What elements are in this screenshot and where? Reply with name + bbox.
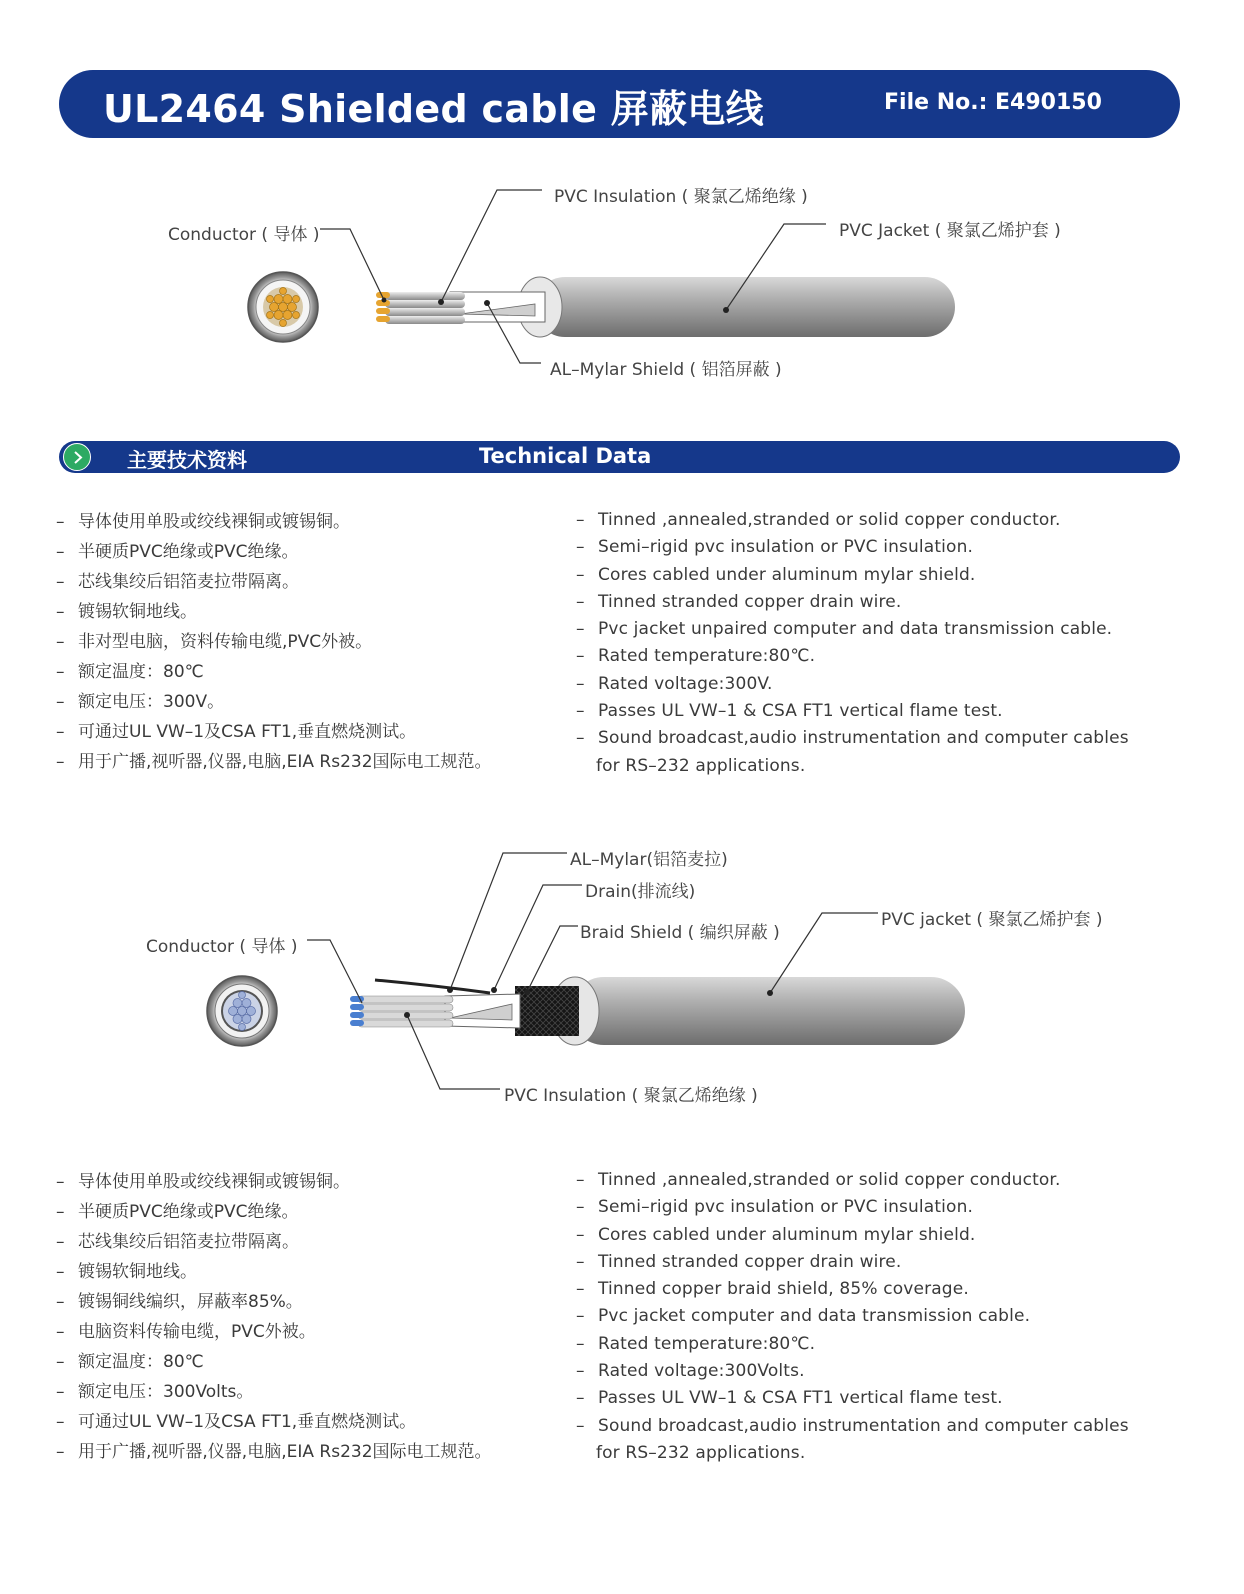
list-item: – Pvc jacket computer and data transmission cable.	[576, 1303, 1129, 1330]
list-item: – 额定电压：300V。	[56, 687, 492, 717]
label-pvc-insulation-2: PVC Insulation ( 聚氯乙烯绝缘 )	[504, 1086, 758, 1106]
spec-list-en-2	[576, 1167, 1129, 1467]
list-item: – 用于广播,视听器,仪器,电脑,EIA Rs232国际电工规范。	[56, 1437, 492, 1467]
list-item: – 额定电压：300Volts。	[56, 1377, 492, 1407]
list-item: for RS–232 applications.	[596, 1442, 806, 1463]
label-al-mylar: AL–Mylar(铝箔麦拉)	[570, 850, 728, 870]
list-item: – Tinned ,annealed,stranded or solid copper conductor.	[576, 1167, 1129, 1194]
list-item: – Sound broadcast,audio instrumentation and computer cables	[576, 725, 1129, 752]
list-item: – Pvc jacket unpaired computer and data transmission cable.	[576, 616, 1129, 643]
list-item: – Tinned stranded copper drain wire.	[576, 1249, 1129, 1276]
list-item: – Passes UL VW–1 & CSA FT1 vertical flame test.	[576, 1385, 1129, 1412]
list-item: – 额定温度：80℃	[56, 1347, 492, 1377]
list-item: – 镀锡铜线编织，屏蔽率85%。	[56, 1287, 492, 1317]
label-pvc-insulation: PVC Insulation ( 聚氯乙烯绝缘 )	[554, 187, 808, 207]
list-item: – 导体使用单股或绞线裸铜或镀锡铜。	[56, 507, 492, 537]
list-item: – Rated temperature:80℃.	[576, 643, 1129, 670]
list-item: – Semi–rigid pvc insulation or PVC insulation.	[576, 1194, 1129, 1221]
list-item: – Cores cabled under aluminum mylar shield.	[576, 562, 1129, 589]
label-drain: Drain(排流线)	[585, 882, 696, 902]
spec-list-cn-2	[56, 1167, 492, 1467]
label-conductor-2: Conductor ( 导体 )	[146, 937, 298, 957]
list-item: – 半硬质PVC绝缘或PVC绝缘。	[56, 1197, 492, 1227]
cable-body-2	[350, 977, 965, 1045]
list-item: – Rated temperature:80℃.	[576, 1331, 1129, 1358]
list-item: – 非对型电脑，资料传输电缆,PVC外被。	[56, 627, 492, 657]
list-item: – 半硬质PVC绝缘或PVC绝缘。	[56, 537, 492, 567]
list-item: – Tinned ,annealed,stranded or solid copper conductor.	[576, 507, 1129, 534]
section-title-en: Technical Data	[479, 444, 652, 468]
list-item: – Passes UL VW–1 & CSA FT1 vertical flame test.	[576, 698, 1129, 725]
list-item: for RS–232 applications.	[596, 755, 806, 776]
list-item: – Rated voltage:300V.	[576, 671, 1129, 698]
label-conductor: Conductor ( 导体 )	[168, 225, 320, 245]
list-item: – 镀锡软铜地线。	[56, 1257, 492, 1287]
file-number: File No.: E490150	[884, 90, 1102, 115]
list-item: – 额定温度：80℃	[56, 657, 492, 687]
cross-section-2	[207, 976, 277, 1046]
list-item: – Semi–rigid pvc insulation or PVC insulation.	[576, 534, 1129, 561]
list-item: – Cores cabled under aluminum mylar shield.	[576, 1222, 1129, 1249]
label-pvc-jacket: PVC Jacket ( 聚氯乙烯护套 )	[839, 221, 1061, 241]
section-title-cn: 主要技术资料	[127, 448, 247, 472]
list-item: – 芯线集绞后铝箔麦拉带隔离。	[56, 1227, 492, 1257]
label-braid-shield: Braid Shield ( 编织屏蔽 )	[580, 923, 780, 943]
page-title: UL2464 Shielded cable 屏蔽电线	[103, 87, 764, 131]
list-item: – Tinned copper braid shield, 85% coverage.	[576, 1276, 1129, 1303]
list-item: – 用于广播,视听器,仪器,电脑,EIA Rs232国际电工规范。	[56, 747, 492, 777]
list-item: – Rated voltage:300Volts.	[576, 1358, 1129, 1385]
list-item: – 电脑资料传输电缆，PVC外被。	[56, 1317, 492, 1347]
list-item: – Sound broadcast,audio instrumentation and computer cables	[576, 1413, 1129, 1440]
label-al-mylar-shield: AL–Mylar Shield ( 铝箔屏蔽 )	[550, 360, 782, 380]
list-item: – 可通过UL VW–1及CSA FT1,垂直燃烧测试。	[56, 1407, 492, 1437]
list-item: – 芯线集绞后铝箔麦拉带隔离。	[56, 567, 492, 597]
list-item: – 镀锡软铜地线。	[56, 597, 492, 627]
list-item: – 导体使用单股或绞线裸铜或镀锡铜。	[56, 1167, 492, 1197]
list-item: – Tinned stranded copper drain wire.	[576, 589, 1129, 616]
label-pvc-jacket-2: PVC jacket ( 聚氯乙烯护套 )	[881, 910, 1103, 930]
list-item: – 可通过UL VW–1及CSA FT1,垂直燃烧测试。	[56, 717, 492, 747]
